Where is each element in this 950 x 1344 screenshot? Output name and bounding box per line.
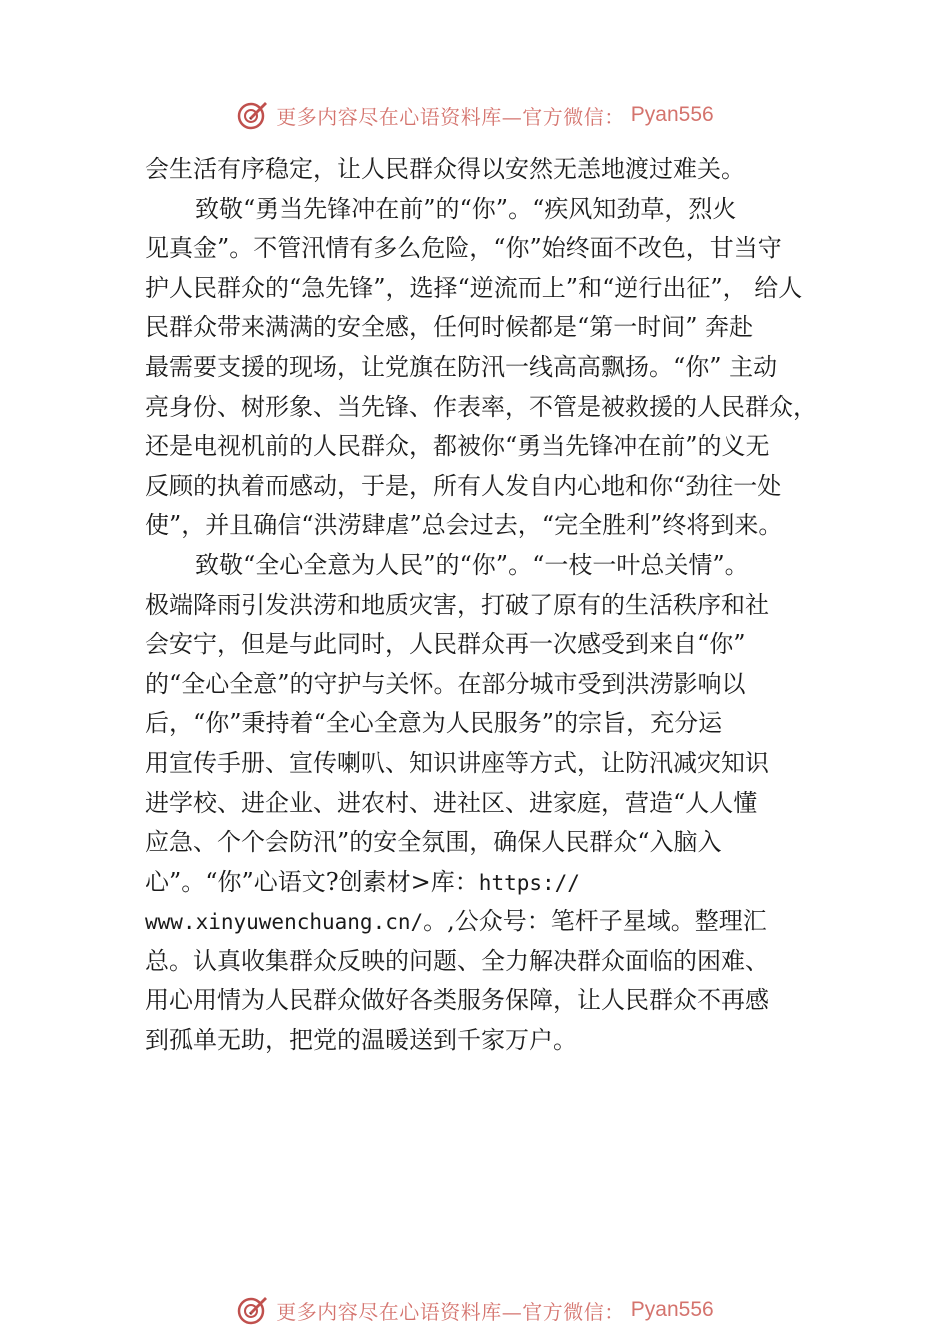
body-line: 到孤单无助，把党的温暖送到千家万户。 [145, 1026, 577, 1055]
document-body [145, 150, 825, 1061]
footer-banner [0, 1290, 950, 1330]
body-line: 亮身份、树形象、当先锋、作表率，不管是被救援的人民群众， [145, 392, 817, 421]
body-line: 会安宁，但是与此同时，人民群众再一次感受到来自“你” [145, 630, 746, 659]
pen-logo-icon [236, 1293, 270, 1327]
footer-text: 更多内容尽在心语资料库—官方微信： [276, 1299, 625, 1324]
header-banner-inner [236, 98, 713, 132]
footer-wechat-id: Pyan556 [630, 1298, 714, 1321]
body-line: 会生活有序稳定，让人民群众得以安然无恙地渡过难关。 [145, 155, 745, 183]
pen-logo-icon [236, 98, 270, 132]
header-wechat-id: Pyan556 [630, 103, 714, 126]
body-line: 反顾的执着而感动，于是，所有人发自内心地和你“劲往一处 [145, 471, 782, 500]
body-line: 致敬“勇当先锋冲在前”的“你”。“疾风知劲草，烈火 [195, 194, 737, 223]
body-line: 使”，并且确信“洪涝肆虐”总会过去，“完全胜利”终将到来。 [145, 511, 783, 540]
body-line: 致敬“全心全意为人民”的“你”。“一枝一叶总关情”。 [195, 550, 749, 579]
body-line-url: www.xinyuwenchuang.cn/。,公众号：笔杆子星域。整理汇 [145, 907, 767, 936]
header-text: 更多内容尽在心语资料库—官方微信： [276, 104, 625, 129]
url-fragment: https:// [478, 870, 580, 895]
body-line: 护人民群众的“急先锋”，选择“逆流而上”和“逆行出征”， 给人 [145, 273, 803, 302]
body-line: 心”。“你”心语文?创素材>库：https:// [145, 867, 580, 896]
body-line: 进学校、进企业、进农村、进社区、进家庭，营造“人人懂 [145, 788, 758, 817]
body-line: 最需要支援的现场，让党旗在防汛一线高高飘扬。“你” 主动 [145, 352, 778, 381]
body-line: 后，“你”秉持着“全心全意为人民服务”的宗旨，充分运 [145, 709, 723, 738]
footer-banner-inner [236, 1293, 713, 1327]
body-line: 民群众带来满满的安全感，任何时候都是“第一时间” 奔赴 [145, 313, 754, 342]
body-line: 总。认真收集群众反映的问题、全力解决群众面临的困难、 [145, 946, 769, 975]
body-line: 用心用情为人民群众做好各类服务保障，让人民群众不再感 [145, 986, 769, 1015]
body-line: 极端降雨引发洪涝和地质灾害，打破了原有的生活秩序和社 [145, 590, 769, 619]
url-fragment: www.xinyuwenchuang.cn/ [145, 910, 424, 935]
body-line: 见真金”。不管汛情有多么危险，“你”始终面不改色，甘当守 [145, 234, 782, 263]
body-line: 用宣传手册、宣传喇叭、知识讲座等方式，让防汛减灾知识 [145, 748, 769, 777]
body-line: 的“全心全意”的守护与关怀。在部分城市受到洪涝影响以 [145, 669, 746, 698]
header-banner [0, 95, 950, 135]
body-line: 应急、个个会防汛”的安全氛围，确保人民群众“入脑入 [145, 828, 722, 857]
body-line: 还是电视机前的人民群众，都被你“勇当先锋冲在前”的义无 [145, 432, 770, 461]
